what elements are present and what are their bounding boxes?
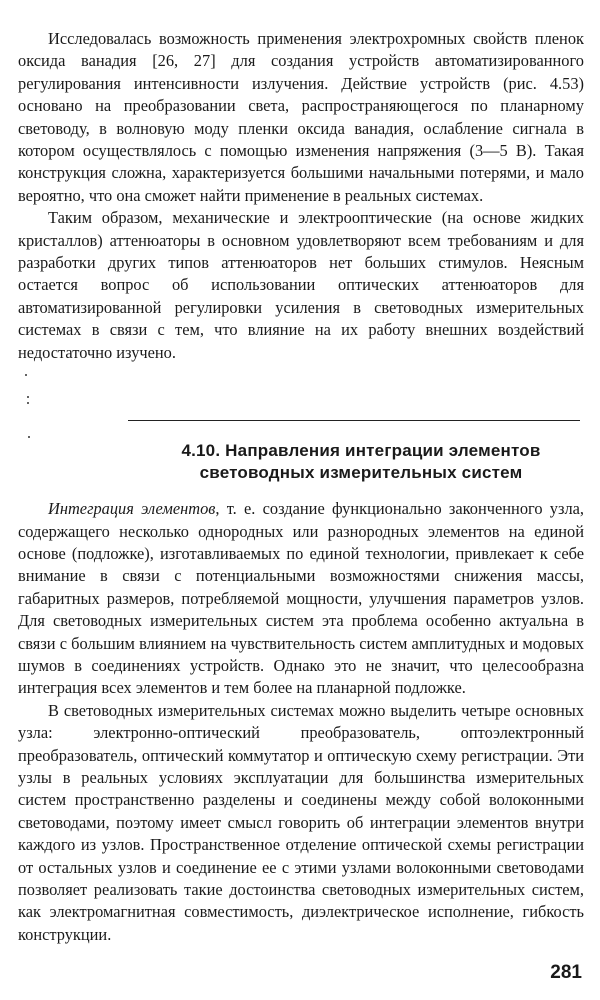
margin-mark [25,374,27,376]
margin-mark [27,396,29,398]
italic-term: Интеграция элементов [48,499,216,519]
paragraph-four-units: В световодных измерительных системах можно выделить четыре основных узла: электронно-оптический преобразователь, оптоэлектронный преобразователь, оптический коммутатор и оптическую схему регистрации. Эти узлы в реальных условиях эксплуатации для большинства измерительных систем пространственно разделены и соединены между собой волоконными световодами, поэтому имеет смысл говорить об интеграции элементов внутри каждого из узлов. Пространственное отделение оптической схемы регистрации от остальных узлов и соединение ее с этими узлами волоконными световодами позволяет реализовать такие достоинства световодных измерительных систем, как электромагнитная совместимость, диэлектрическое исполнение, гибкость конструкции. [18,700,584,944]
section-heading [138,440,584,484]
paragraph-attenuators-summary: Таким образом, механические и электрооптические (на основе жидких кристаллов) аттенюаторы в основном удовлетворяют всем требованиям и для разработки других типов аттенюаторов нет больших стимулов. Неясным остается вопрос об использовании оптических аттенюаторов для автоматизированной регулировки усиления в световодных измерительных системах в связи с тем, что влияние на их работу внешних воздействий недостаточно изучено. [18,208,584,362]
margin-mark [28,436,30,438]
section-heading-line-1: 4.10. Направления интеграции элементов [181,441,541,461]
section-heading-line-2: световодных измерительных систем [199,463,523,483]
paragraph-vanadium-oxide: Исследовалась возможность применения электрохромных свойств пленок оксида ванадия [26, 27] для создания устройств автоматизированного регулирования интенсивности излучения. Действие устройств (рис. 4.53) основано на преобразовании света, распространяющегося по планарному световоду, в волновую моду пленки оксида ванадия, ослабление сигнала в котором осуществлялось с помощью изменения напряжения (3—5 В). Такая конструкция сложна, характеризуется большими начальными потерями, и мало вероятно, что она сможет найти применение в реальных системах. [18,29,584,205]
page-number: 281 [550,962,582,983]
section-separator [18,364,584,436]
page-content [18,28,584,946]
margin-mark [27,402,29,404]
paragraph-integration-text: , т. е. создание функционально законченного узла, содержащего несколько однородных или разнородных элементов на единой основе (подложке), изготавливаемых по единой технологии, привлекает к себе внимание в связи с потенциальными возможностями снижения массы, габаритных размеров, потребляемой мощности, улучшения параметров узлов. Для световодных измерительных систем эта проблема особенно актуальна в связи с большим влиянием на чувствительность систем амплитудных и модовых шумов в соединениях устройств. Однако это не значит, что целесообразна интеграция всех элементов и тем более на планарной подложке. [18,499,584,698]
section-rule [128,420,580,421]
paragraph-integration-definition [18,498,584,700]
